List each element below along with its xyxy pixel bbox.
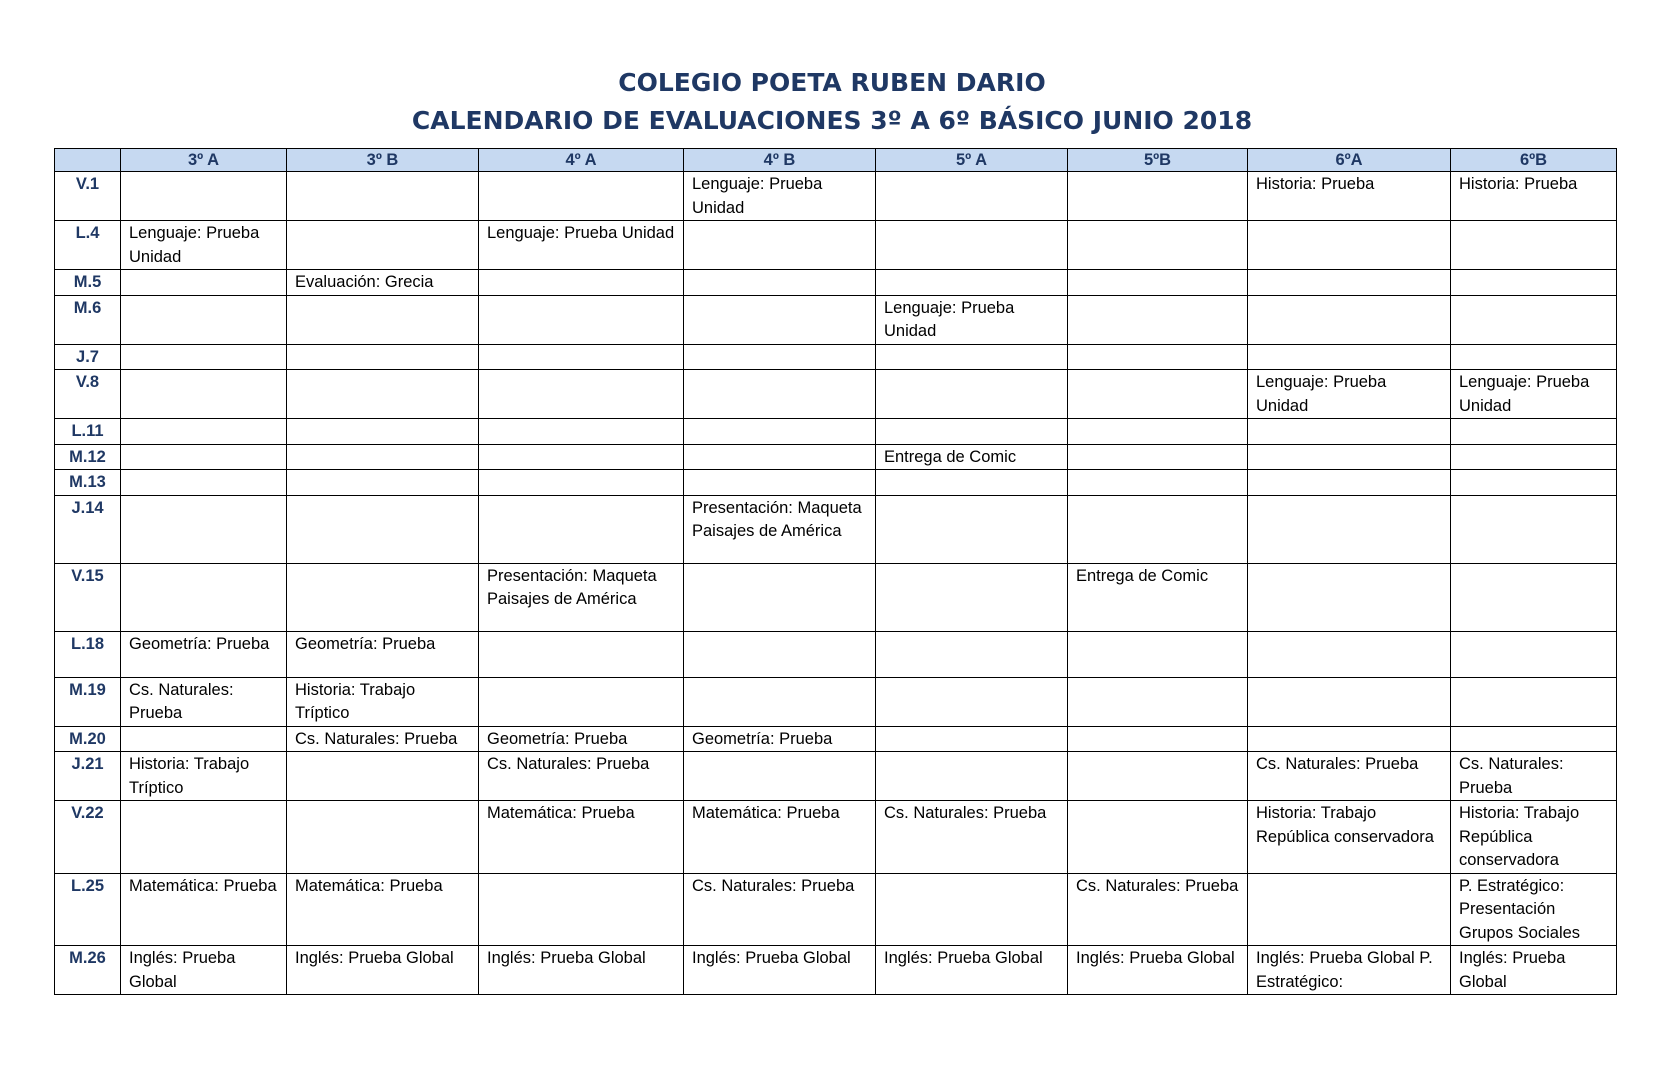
evaluation-cell [1068, 631, 1248, 677]
evaluation-cell [121, 270, 287, 296]
evaluation-cell [684, 344, 876, 370]
evaluation-cell [479, 677, 684, 726]
evaluation-cell: Lenguaje: Prueba Unidad [479, 221, 684, 270]
table-row [55, 295, 1617, 344]
evaluation-cell [684, 295, 876, 344]
evaluation-cell [876, 726, 1068, 752]
evaluation-cell: Entrega de Comic [1068, 563, 1248, 631]
evaluation-cell [479, 419, 684, 445]
evaluation-cell: Lenguaje: Prueba Unidad [684, 172, 876, 221]
day-label: L.18 [55, 631, 121, 677]
evaluation-cell: Cs. Naturales: Prueba [1451, 752, 1617, 801]
day-label: V.22 [55, 801, 121, 874]
evaluation-cell [1068, 344, 1248, 370]
evaluation-cell [1451, 344, 1617, 370]
evaluation-cell: Presentación: Maqueta Paisajes de América [684, 495, 876, 563]
document-header [0, 64, 1664, 140]
evaluation-cell [121, 801, 287, 874]
evaluation-cell [1451, 444, 1617, 470]
evaluation-cell [1248, 344, 1451, 370]
evaluation-cell [121, 563, 287, 631]
day-label: J.14 [55, 495, 121, 563]
evaluation-cell [684, 563, 876, 631]
table-body [55, 172, 1617, 995]
evaluation-cell [1248, 470, 1451, 496]
day-label: V.1 [55, 172, 121, 221]
evaluation-cell: Cs. Naturales: Prueba [876, 801, 1068, 874]
evaluation-cell: Entrega de Comic [876, 444, 1068, 470]
table-row [55, 495, 1617, 563]
evaluation-cell [287, 344, 479, 370]
table-row [55, 470, 1617, 496]
evaluation-cell: Cs. Naturales: Prueba [684, 873, 876, 946]
evaluation-cell: Inglés: Prueba Global P. Estratégico: [1248, 946, 1451, 995]
evaluation-cell: Historia: Trabajo República conservadora [1248, 801, 1451, 874]
evaluation-cell [1068, 419, 1248, 445]
corner-cell [55, 149, 121, 172]
table-row [55, 946, 1617, 995]
evaluation-cell [1068, 172, 1248, 221]
evaluation-cell [121, 444, 287, 470]
evaluation-cell: P. Estratégico: Presentación Grupos Sociales [1451, 873, 1617, 946]
day-label: L.11 [55, 419, 121, 445]
table-row [55, 370, 1617, 419]
evaluation-cell: Historia: Prueba [1248, 172, 1451, 221]
evaluation-cell [1068, 295, 1248, 344]
evaluation-cell [1068, 370, 1248, 419]
evaluation-cell [876, 752, 1068, 801]
evaluation-cell [876, 873, 1068, 946]
evaluation-cell [1248, 419, 1451, 445]
evaluation-cell: Evaluación: Grecia [287, 270, 479, 296]
evaluation-cell [1451, 221, 1617, 270]
evaluation-cell [1451, 677, 1617, 726]
evaluation-cell [684, 752, 876, 801]
evaluation-cell: Cs. Naturales: Prueba [287, 726, 479, 752]
header-row [55, 149, 1617, 172]
evaluation-cell [479, 270, 684, 296]
evaluation-cell [1068, 726, 1248, 752]
day-label: M.6 [55, 295, 121, 344]
evaluation-cell [1451, 470, 1617, 496]
evaluation-cell [684, 270, 876, 296]
table-row [55, 344, 1617, 370]
evaluation-cell [1248, 726, 1451, 752]
evaluation-cell [121, 172, 287, 221]
evaluation-cell [1248, 495, 1451, 563]
evaluation-cell: Geometría: Prueba [479, 726, 684, 752]
day-label: M.20 [55, 726, 121, 752]
evaluation-cell: Geometría: Prueba [287, 631, 479, 677]
evaluation-cell [876, 677, 1068, 726]
evaluation-cell: Matemática: Prueba [479, 801, 684, 874]
evaluation-cell [479, 631, 684, 677]
evaluation-cell [1068, 221, 1248, 270]
evaluation-calendar-table [54, 148, 1617, 995]
evaluation-cell [121, 495, 287, 563]
table-row [55, 873, 1617, 946]
table-row [55, 726, 1617, 752]
evaluation-cell: Inglés: Prueba Global [1068, 946, 1248, 995]
evaluation-cell [479, 370, 684, 419]
table-row [55, 444, 1617, 470]
column-header: 6ºA [1248, 149, 1451, 172]
evaluation-cell [121, 470, 287, 496]
evaluation-cell [1451, 495, 1617, 563]
evaluation-cell: Inglés: Prueba Global [876, 946, 1068, 995]
evaluation-cell [1451, 631, 1617, 677]
evaluation-cell [1248, 295, 1451, 344]
evaluation-cell: Historia: Prueba [1451, 172, 1617, 221]
evaluation-cell [479, 172, 684, 221]
evaluation-cell: Historia: Trabajo Tríptico [121, 752, 287, 801]
evaluation-cell [876, 470, 1068, 496]
evaluation-cell [1068, 470, 1248, 496]
day-label: M.26 [55, 946, 121, 995]
day-label: J.21 [55, 752, 121, 801]
evaluation-cell [1451, 726, 1617, 752]
column-header: 6ºB [1451, 149, 1617, 172]
evaluation-cell [121, 370, 287, 419]
day-label: V.15 [55, 563, 121, 631]
column-header: 4º A [479, 149, 684, 172]
evaluation-cell [479, 344, 684, 370]
evaluation-cell [287, 370, 479, 419]
evaluation-cell [876, 370, 1068, 419]
evaluation-cell [684, 370, 876, 419]
evaluation-cell [876, 221, 1068, 270]
evaluation-cell [287, 172, 479, 221]
evaluation-cell [287, 295, 479, 344]
evaluation-cell [876, 563, 1068, 631]
evaluation-cell: Historia: Trabajo República conservadora [1451, 801, 1617, 874]
evaluation-cell [1248, 631, 1451, 677]
evaluation-cell [287, 495, 479, 563]
evaluation-cell [287, 444, 479, 470]
table-row [55, 677, 1617, 726]
evaluation-cell [287, 752, 479, 801]
evaluation-cell [121, 726, 287, 752]
evaluation-cell: Presentación: Maqueta Paisajes de América [479, 563, 684, 631]
table-row [55, 270, 1617, 296]
table-row [55, 419, 1617, 445]
day-label: L.25 [55, 873, 121, 946]
evaluation-cell [684, 631, 876, 677]
evaluation-cell [121, 419, 287, 445]
evaluation-cell [684, 419, 876, 445]
evaluation-cell [1068, 752, 1248, 801]
evaluation-cell [1068, 677, 1248, 726]
evaluation-cell [876, 344, 1068, 370]
evaluation-cell [1068, 801, 1248, 874]
column-header: 5º A [876, 149, 1068, 172]
evaluation-cell [1248, 270, 1451, 296]
column-header: 4º B [684, 149, 876, 172]
day-label: M.12 [55, 444, 121, 470]
evaluation-cell [479, 444, 684, 470]
evaluation-cell [121, 344, 287, 370]
evaluation-cell [1248, 444, 1451, 470]
evaluation-cell [1451, 270, 1617, 296]
evaluation-cell: Inglés: Prueba Global [121, 946, 287, 995]
evaluation-cell: Lenguaje: Prueba Unidad [121, 221, 287, 270]
day-label: V.8 [55, 370, 121, 419]
column-header: 5ºB [1068, 149, 1248, 172]
table-row [55, 221, 1617, 270]
evaluation-cell [876, 419, 1068, 445]
day-label: M.13 [55, 470, 121, 496]
evaluation-cell [1248, 563, 1451, 631]
evaluation-cell [876, 495, 1068, 563]
evaluation-cell: Lenguaje: Prueba Unidad [1451, 370, 1617, 419]
evaluation-cell: Lenguaje: Prueba Unidad [1248, 370, 1451, 419]
evaluation-cell: Matemática: Prueba [684, 801, 876, 874]
day-label: M.5 [55, 270, 121, 296]
table-row [55, 172, 1617, 221]
evaluation-cell: Inglés: Prueba Global [479, 946, 684, 995]
evaluation-cell [1451, 419, 1617, 445]
evaluation-cell [479, 295, 684, 344]
evaluation-cell [1068, 444, 1248, 470]
evaluation-cell [1248, 221, 1451, 270]
evaluation-cell [479, 495, 684, 563]
evaluation-cell: Cs. Naturales: Prueba [479, 752, 684, 801]
evaluation-cell: Cs. Naturales: Prueba [1248, 752, 1451, 801]
evaluation-cell: Inglés: Prueba Global [1451, 946, 1617, 995]
table-row [55, 801, 1617, 874]
evaluation-cell [684, 221, 876, 270]
evaluation-cell [684, 677, 876, 726]
evaluation-cell [684, 470, 876, 496]
evaluation-cell [1451, 563, 1617, 631]
day-label: L.4 [55, 221, 121, 270]
evaluation-cell [287, 801, 479, 874]
evaluation-cell [1068, 270, 1248, 296]
evaluation-cell [121, 295, 287, 344]
evaluation-cell: Geometría: Prueba [121, 631, 287, 677]
calendar-title: CALENDARIO DE EVALUACIONES 3º A 6º BÁSICO JUNIO 2018 [411, 106, 1253, 135]
evaluation-cell: Historia: Trabajo Tríptico [287, 677, 479, 726]
school-title: COLEGIO POETA RUBEN DARIO [618, 68, 1046, 97]
evaluation-cell [876, 172, 1068, 221]
day-label: M.19 [55, 677, 121, 726]
evaluation-cell [287, 470, 479, 496]
evaluation-cell [479, 470, 684, 496]
evaluation-cell [287, 419, 479, 445]
evaluation-cell: Cs. Naturales: Prueba [1068, 873, 1248, 946]
evaluation-cell [287, 563, 479, 631]
table-row [55, 631, 1617, 677]
table-row [55, 563, 1617, 631]
evaluation-cell: Inglés: Prueba Global [287, 946, 479, 995]
column-header: 3º B [287, 149, 479, 172]
evaluation-cell [1451, 295, 1617, 344]
evaluation-cell [1248, 873, 1451, 946]
evaluation-cell: Matemática: Prueba [287, 873, 479, 946]
evaluation-cell [876, 631, 1068, 677]
evaluation-cell: Cs. Naturales: Prueba [121, 677, 287, 726]
table-row [55, 752, 1617, 801]
evaluation-cell [876, 270, 1068, 296]
evaluation-cell: Matemática: Prueba [121, 873, 287, 946]
evaluation-cell [479, 873, 684, 946]
evaluation-cell [287, 221, 479, 270]
evaluation-cell [1068, 495, 1248, 563]
evaluation-cell [1248, 677, 1451, 726]
day-label: J.7 [55, 344, 121, 370]
evaluation-cell: Inglés: Prueba Global [684, 946, 876, 995]
evaluation-cell: Geometría: Prueba [684, 726, 876, 752]
evaluation-cell: Lenguaje: Prueba Unidad [876, 295, 1068, 344]
column-header: 3º A [121, 149, 287, 172]
evaluation-cell [684, 444, 876, 470]
